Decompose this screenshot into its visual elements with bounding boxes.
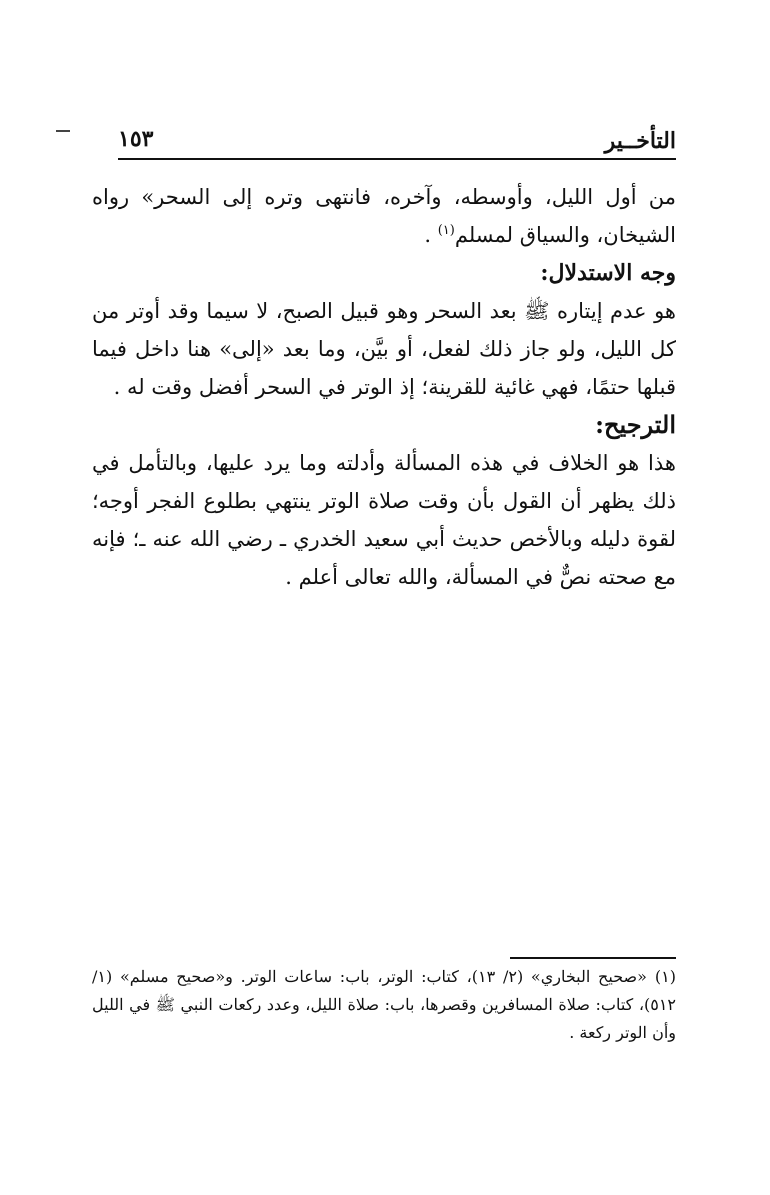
page-number: ١٥٣ — [118, 126, 154, 152]
scan-mark — [56, 130, 70, 132]
paragraph-hadith-end — [92, 178, 676, 254]
footnote-reference: (١) — [437, 223, 455, 238]
chapter-title: التأخــير — [604, 128, 676, 154]
footnote-text: «صحيح البخاري» (٢/ ١٣)، كتاب: الوتر، باب: ساعات الوتر. و«صحيح مسلم» (١/ ٥١٢)، كتاب: صلاة المسافرين وقصرها، باب: صلاة الليل، وعدد ركعات النبي ﷺ في الليل وأن الوتر ركعة . — [92, 967, 676, 1042]
main-text — [92, 178, 676, 596]
running-header — [118, 118, 676, 160]
paragraph-text: من أول الليل، وأوسطه، وآخره، فانتهى وتره إلى السحر» رواه الشيخان، والسياق لمسلم — [92, 185, 676, 247]
section-heading-istidlal: وجه الاستدلال: — [540, 260, 676, 286]
footnotes — [92, 963, 676, 1047]
footnote-item — [92, 963, 676, 1047]
header-rule — [118, 158, 676, 160]
paragraph-istidlal: هو عدم إيتاره ﷺ بعد السحر وهو قبيل الصبح، لا سيما وقد أوتر من كل الليل، ولو جاز ذلك لفعل، أو بيَّن، وما بعد «إلى» هنا داخل فيما قبلها حتمًا، فهي غائية للقرينة؛ إذ الوتر في السحر أفضل وقت له . — [92, 299, 676, 399]
paragraph-tarjih: هذا هو الخلاف في هذه المسألة وأدلته وما يرد عليها، وبالتأمل في ذلك يظهر أن القول بأن وقت صلاة الوتر ينتهي بطلوع الفجر أوجه؛ لقوة دليله وبالأخص حديث أبي سعيد الخدري ـ رضي الله عنه ـ؛ فإنه مع صحته نصٌّ في المسألة، والله تعالى أعلم . — [92, 451, 676, 589]
footnote-number: (١) — [654, 967, 676, 986]
section-heading-tarjih: الترجيح: — [595, 410, 676, 439]
footnote-rule — [510, 957, 676, 959]
paragraph-end: . — [424, 223, 438, 247]
